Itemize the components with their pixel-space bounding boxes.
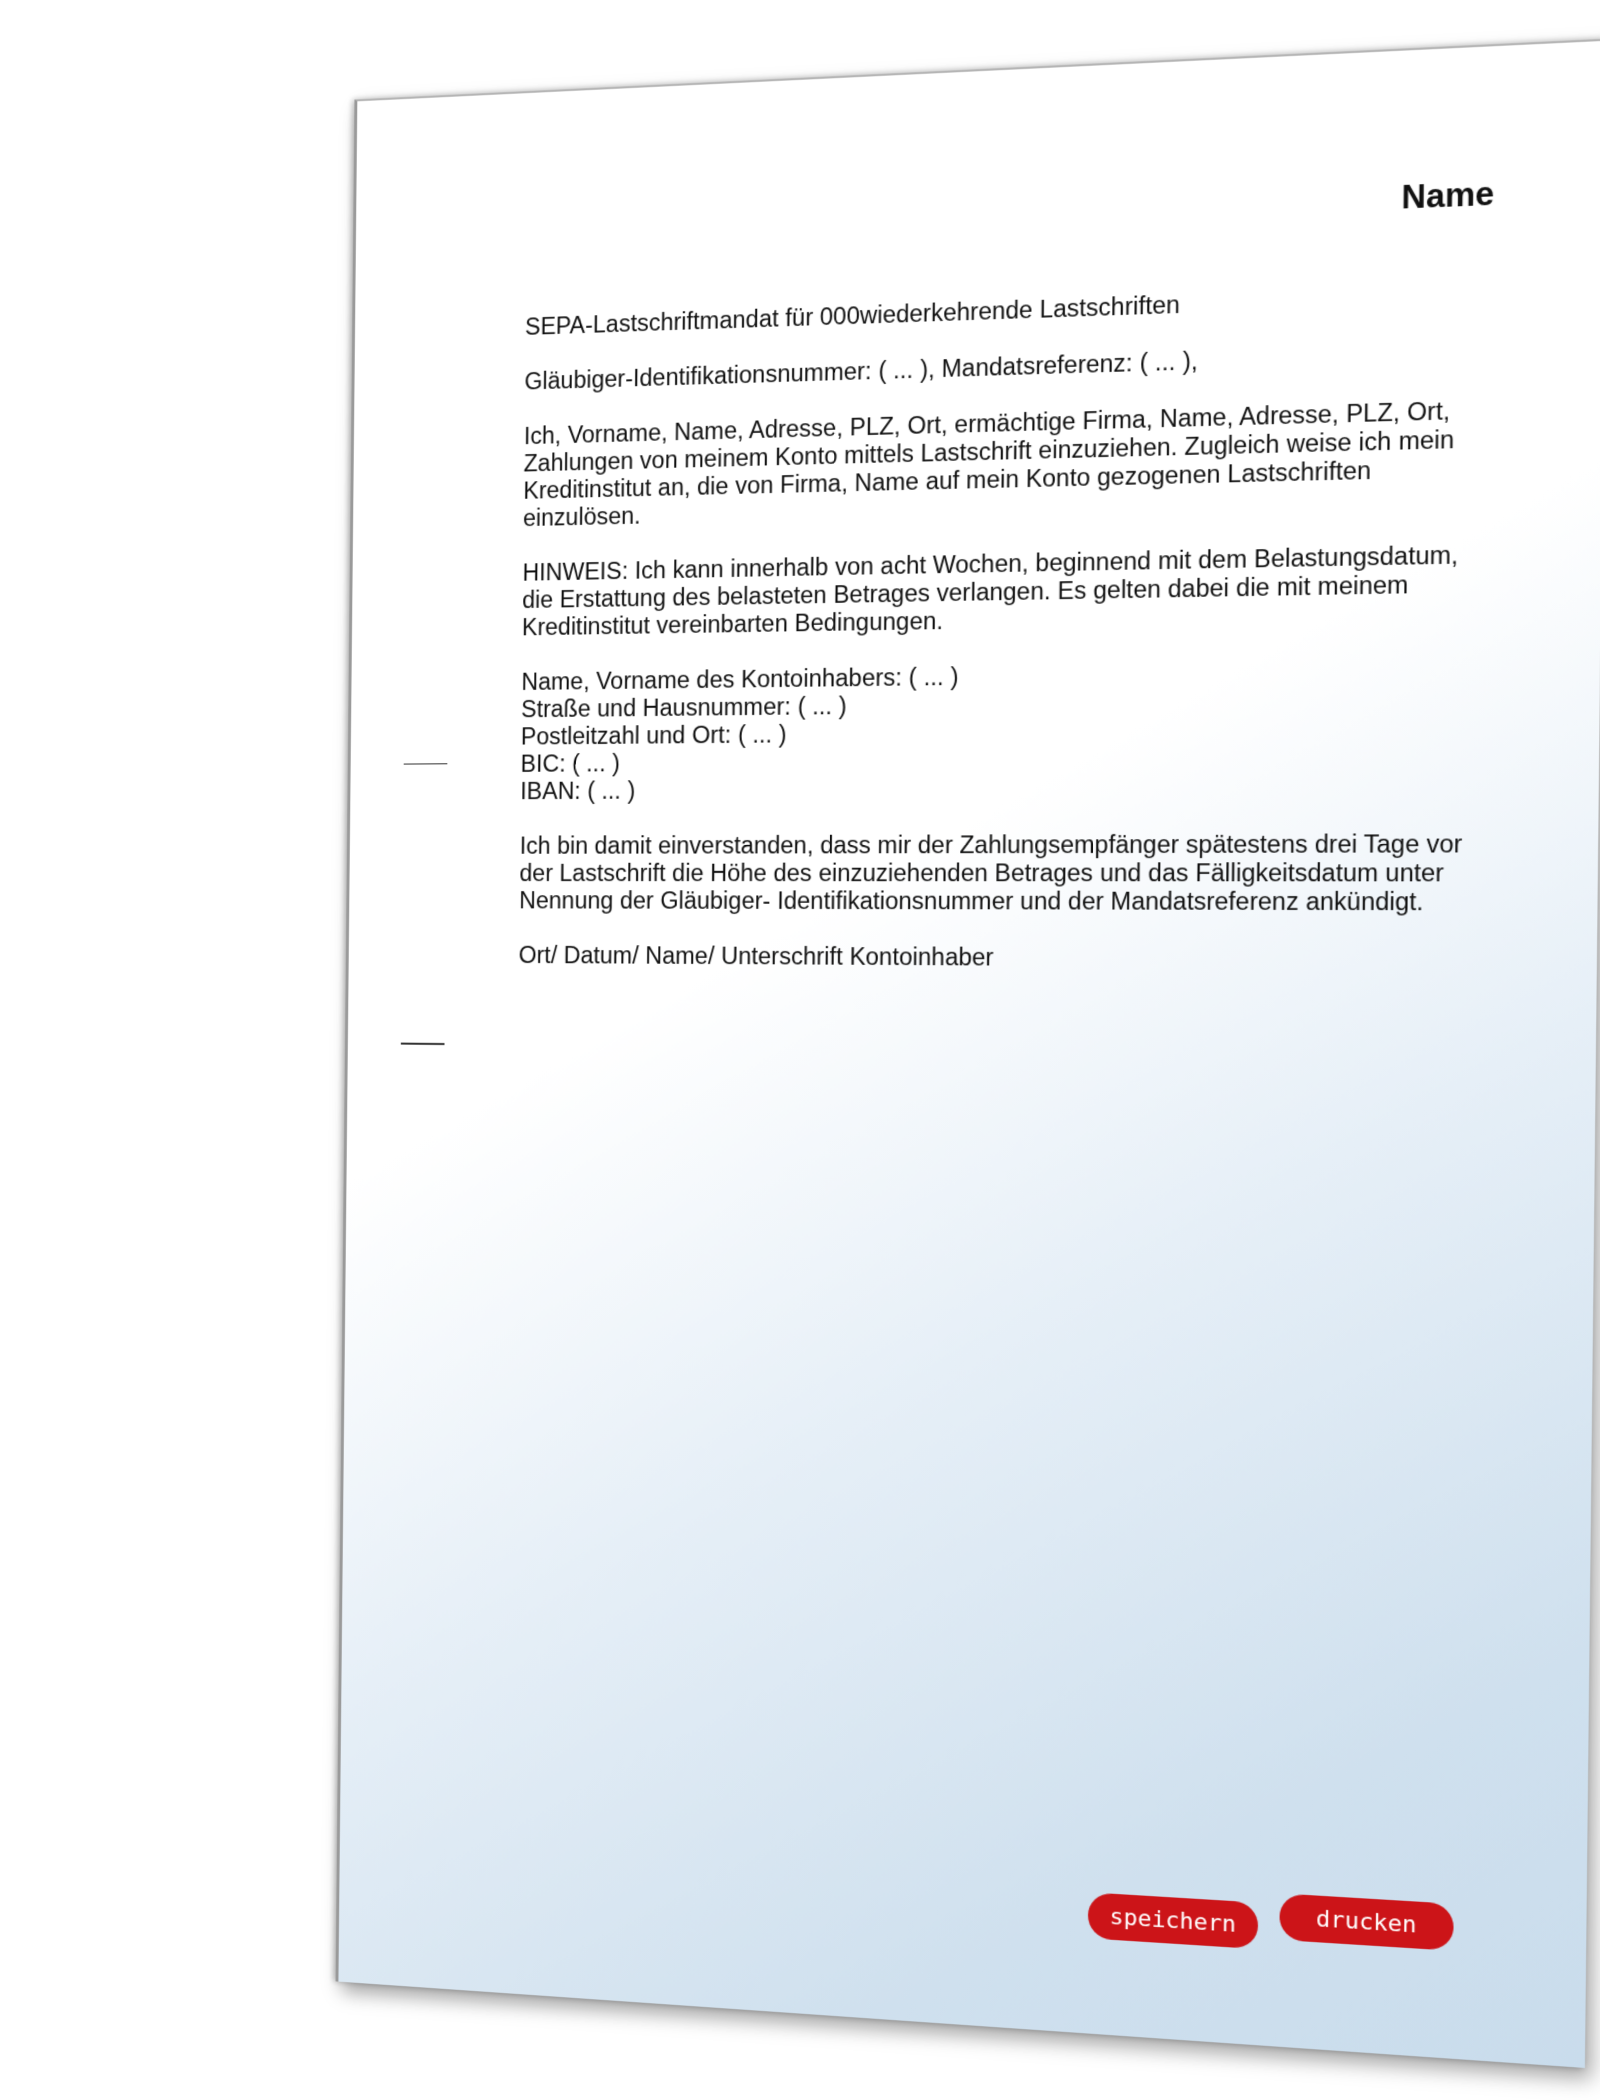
field-account-holder: Name, Vorname des Kontoinhabers: ( ... ): [521, 663, 959, 696]
document-title: SEPA-Lastschriftmandat für 000wiederkehrende Lastschriften: [524, 290, 1181, 340]
consent-text: Ich bin damit einverstanden, dass mir der Zahlungsempfänger spätestens drei Tage vor der Lastschrift die Höhe des einzuziehenden Betrages und das Fälligkeitsdatum unter Nennung der Gläubiger- Identifikationsnummer und der Mandatsreferenz ankündigt.: [519, 829, 1463, 916]
field-street: Straße und Hausnummer: ( ... ): [521, 692, 847, 723]
account-fields: [520, 656, 1478, 805]
authorization-text: Ich, Vorname, Name, Adresse, PLZ, Ort, ermächtige Firma, Name, Adresse, PLZ, Ort, Zahlungen von meinem Konto mittels Lastschrift einzuziehen. Zugleich weise ich mein Kreditinstitut an, die von Firma, Name auf mein Konto gezogenen Lastschriften einzulösen.: [522, 396, 1455, 532]
sender-name: Name: [1401, 174, 1495, 216]
document-body: [518, 280, 1482, 1003]
hint-text: HINWEIS: Ich kann innerhalb von acht Wochen, beginnend mit dem Belastungsdatum, die Erstattung des belasteten Betrages verlangen. Es gelten dabei die mit meinem Kreditinstitut vereinbarten Bedingungen.: [521, 541, 1459, 641]
fold-mark: [401, 1043, 445, 1045]
field-iban: IBAN: ( ... ): [520, 777, 636, 805]
save-button[interactable]: speichern: [1088, 1892, 1258, 1949]
field-postcode-city: Postleitzahl und Ort: ( ... ): [520, 720, 787, 750]
field-bic: BIC: ( ... ): [520, 749, 621, 777]
creditor-ids: Gläubiger-Identifikationsnummer: ( ... ), Mandatsreferenz: ( ... ),: [524, 347, 1198, 395]
signature-line: Ort/ Datum/ Name/ Unterschrift Kontoinhaber: [518, 941, 994, 971]
document-page: [336, 39, 1600, 2068]
fold-mark: [404, 763, 448, 764]
print-button[interactable]: drucken: [1279, 1893, 1453, 1951]
